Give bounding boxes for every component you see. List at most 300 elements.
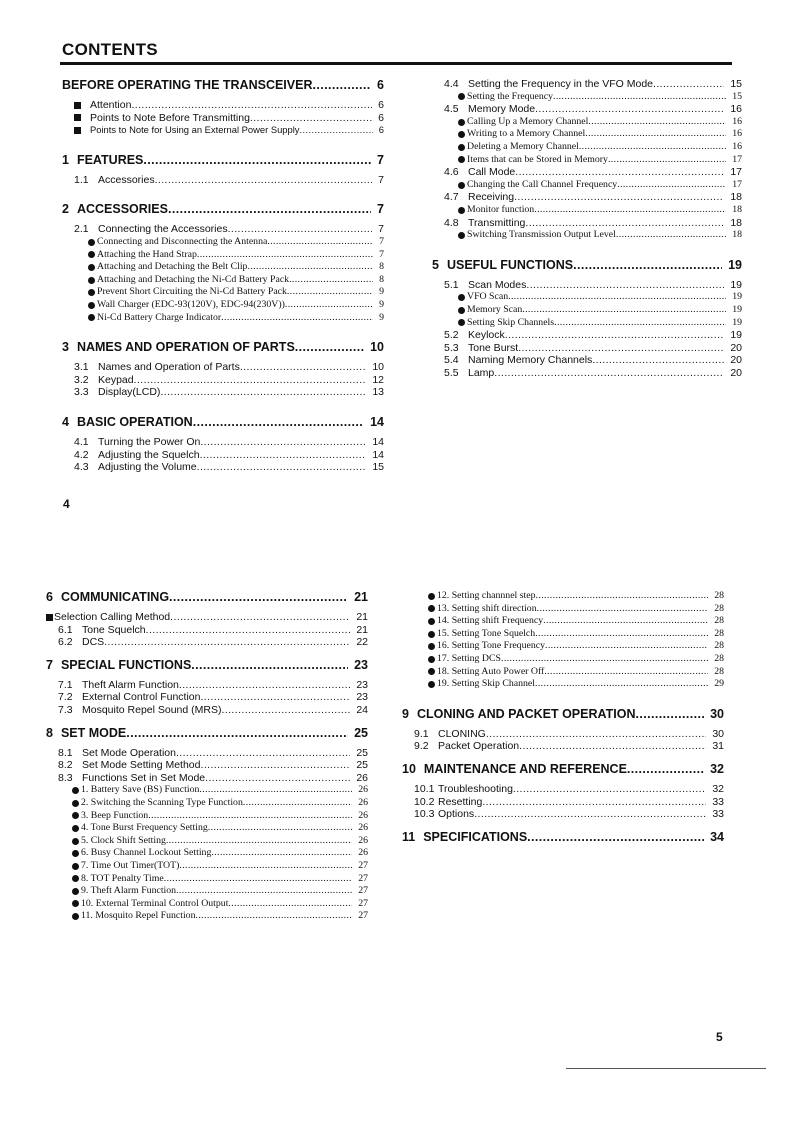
- toc-entry-number: 7.3: [58, 703, 73, 716]
- toc-subsection-entry[interactable]: [46, 691, 368, 704]
- dot-leader: [168, 202, 371, 217]
- toc-entry-title: Adjusting the Squelch: [98, 448, 200, 461]
- toc-subsection-entry[interactable]: [46, 759, 368, 772]
- toc-entry-number: 5.1: [444, 278, 459, 291]
- dot-leader: [155, 174, 373, 187]
- toc-entry-title: SPECIFICATIONS: [423, 829, 528, 844]
- toc-section-entry[interactable]: [62, 153, 384, 168]
- toc-entry-title: Connecting and Disconnecting the Antenna: [97, 235, 268, 247]
- toc-entry-title: Naming Memory Channels: [468, 354, 593, 367]
- toc-item-entry[interactable]: [432, 229, 742, 242]
- round-bullet-icon: [458, 307, 465, 314]
- toc-section-entry[interactable]: [402, 830, 724, 845]
- toc-subsection-entry[interactable]: [432, 329, 742, 342]
- toc-page-number: 28: [714, 590, 724, 601]
- toc-item-entry[interactable]: [432, 154, 742, 167]
- spacer: [402, 691, 724, 707]
- toc-entry-title: VFO Scan: [467, 291, 509, 303]
- toc-entry-number: 9.1: [414, 727, 429, 740]
- toc-entry-title: Lamp: [468, 366, 495, 379]
- toc-page-number: 9: [379, 311, 384, 323]
- toc-subsection-entry[interactable]: [46, 636, 368, 649]
- dot-leader: [505, 329, 725, 342]
- dot-leader: [200, 449, 367, 462]
- dot-leader: [608, 154, 726, 167]
- spacer: [402, 753, 724, 762]
- square-bullet-icon: [74, 102, 81, 109]
- toc-item-entry[interactable]: [46, 847, 368, 860]
- dot-leader: [545, 640, 708, 653]
- dot-leader: [295, 340, 364, 355]
- toc-section-entry[interactable]: [402, 762, 724, 777]
- round-bullet-icon: [72, 838, 79, 845]
- toc-subsection-entry[interactable]: [46, 704, 368, 717]
- dot-leader: [544, 666, 708, 679]
- toc-item-entry[interactable]: [46, 784, 368, 797]
- toc-subsection-entry[interactable]: [62, 386, 384, 399]
- round-bullet-icon: [72, 900, 79, 907]
- dot-leader: [169, 590, 348, 605]
- toc-entry-title: Monitor function: [467, 203, 535, 215]
- toc-subsection-entry[interactable]: [432, 354, 742, 367]
- toc-entry-number: 9.2: [414, 740, 429, 753]
- square-bullet-icon: [74, 114, 81, 121]
- dot-leader: [518, 342, 724, 355]
- toc-page-number: 14: [370, 414, 384, 429]
- dot-leader: [585, 128, 726, 141]
- toc-entry-number: 2.1: [74, 223, 89, 236]
- toc-item-entry[interactable]: [62, 249, 384, 262]
- toc-item-entry[interactable]: [62, 112, 384, 125]
- toc-page-number: 21: [356, 611, 368, 623]
- round-bullet-icon: [458, 156, 465, 163]
- toc-entry-title: Names and Operation of Parts: [98, 361, 240, 374]
- toc-item-entry[interactable]: [402, 666, 724, 679]
- toc-entry-title: Packet Operation: [438, 740, 520, 753]
- dot-leader: [221, 704, 350, 717]
- toc-subsection-entry[interactable]: [432, 342, 742, 355]
- round-bullet-icon: [458, 232, 465, 239]
- toc-entry-title: COMMUNICATING: [60, 590, 170, 604]
- toc-page-number: 18: [730, 216, 742, 229]
- toc-entry-number: 3.3: [74, 386, 89, 399]
- round-bullet-icon: [72, 888, 79, 895]
- toc-subsection-entry[interactable]: [432, 217, 742, 230]
- dot-leader: [482, 796, 706, 809]
- toc-entry-number: 8.3: [58, 771, 73, 784]
- toc-page-number: 16: [732, 140, 742, 152]
- toc-page-number: 26: [358, 796, 368, 808]
- toc-item-entry[interactable]: [432, 204, 742, 217]
- toc-entry-title: 10. External Terminal Control Output: [81, 897, 229, 909]
- toc-page-number: 28: [714, 640, 724, 652]
- toc-page-number: 27: [358, 910, 368, 922]
- dot-leader: [201, 759, 351, 772]
- toc-subsection-entry[interactable]: [62, 174, 384, 187]
- toc-item-entry[interactable]: [62, 299, 384, 312]
- dot-leader: [616, 229, 726, 242]
- page-number-5: 5: [716, 1030, 723, 1044]
- toc-item-entry[interactable]: [46, 797, 368, 810]
- dot-leader: [519, 740, 706, 753]
- toc-entry-title: SET MODE: [60, 725, 127, 740]
- toc-subsection-entry[interactable]: [432, 166, 742, 179]
- square-bullet-icon: [74, 127, 81, 134]
- toc-item-entry[interactable]: [432, 317, 742, 330]
- dot-leader: [228, 898, 352, 911]
- toc-item-entry[interactable]: [432, 304, 742, 317]
- dot-leader: [287, 286, 373, 299]
- toc-subsection-entry[interactable]: [62, 374, 384, 387]
- toc-section-entry[interactable]: [46, 658, 368, 673]
- toc-page-number: 23: [356, 678, 368, 691]
- toc-page-number: 20: [730, 366, 742, 379]
- toc-entry-number: 5: [432, 257, 439, 272]
- dot-leader: [199, 784, 352, 797]
- toc-page-number: 30: [710, 706, 724, 721]
- toc-subsection-entry[interactable]: [402, 808, 724, 821]
- toc-entry-title: Accessories: [98, 173, 155, 186]
- dot-leader: [197, 461, 367, 474]
- dot-leader: [228, 223, 373, 236]
- toc-entry-number: 3: [62, 340, 69, 355]
- round-bullet-icon: [458, 319, 465, 326]
- round-bullet-icon: [458, 93, 465, 100]
- toc-page-number: 13: [372, 386, 384, 399]
- toc-entry-title: 3. Beep Function: [81, 809, 149, 821]
- dot-leader: [508, 291, 726, 304]
- dot-leader: [176, 747, 350, 760]
- dot-leader: [627, 762, 704, 777]
- dot-leader: [197, 249, 373, 262]
- toc-entry-title: FEATURES: [76, 152, 144, 167]
- toc-page-number: 23: [356, 691, 368, 704]
- dot-leader: [148, 810, 352, 823]
- toc-entry-title: Transmitting: [468, 216, 526, 229]
- dot-leader: [170, 611, 350, 624]
- toc-page-number: 19: [730, 278, 742, 291]
- toc-entry-title: Deleting a Memory Channel: [467, 140, 579, 152]
- toc-item-entry[interactable]: [432, 128, 742, 141]
- toc-entry-title: 17. Setting DCS: [437, 652, 501, 664]
- toc-page-number: 26: [356, 771, 368, 784]
- toc-item-entry[interactable]: [432, 179, 742, 192]
- dot-leader: [247, 261, 373, 274]
- toc-subsection-entry[interactable]: [62, 361, 384, 374]
- toc-section-entry[interactable]: [432, 258, 742, 273]
- toc-item-entry[interactable]: [46, 835, 368, 848]
- toc-subsection-entry[interactable]: [402, 783, 724, 796]
- toc-entry-title: Switching Transmission Output Level: [467, 229, 616, 241]
- spacer: [62, 399, 384, 415]
- toc-item-entry[interactable]: [402, 590, 724, 603]
- toc-page-number: 25: [356, 746, 368, 759]
- toc-page-number: 23: [354, 657, 368, 672]
- dot-leader: [537, 603, 709, 616]
- toc-item-entry[interactable]: [62, 124, 384, 137]
- toc-item-entry[interactable]: [402, 603, 724, 616]
- toc-entry-title: Attaching the Hand Strap: [97, 248, 197, 260]
- toc-entry-number: 6.2: [58, 636, 73, 649]
- toc-entry-number: 7: [46, 657, 53, 672]
- dot-leader: [160, 386, 366, 399]
- toc-subsection-entry[interactable]: [62, 461, 384, 474]
- round-bullet-icon: [458, 294, 465, 301]
- toc-entry-title: Scan Modes: [468, 278, 527, 291]
- toc-entry-title: Changing the Call Channel Frequency: [467, 178, 618, 190]
- dot-leader: [534, 204, 726, 217]
- toc-entry-title: Set Mode Setting Method: [82, 759, 201, 772]
- toc-page-number: 18: [732, 203, 742, 215]
- toc-entry-number: 4.3: [74, 461, 89, 474]
- toc-page-number: 21: [354, 590, 368, 604]
- toc-page-number: 32: [712, 782, 724, 795]
- toc-entry-title: 2. Switching the Scanning Type Function: [81, 796, 243, 808]
- toc-page-number: 31: [712, 740, 724, 753]
- toc-subsection-entry[interactable]: [46, 611, 368, 624]
- toc-entry-title: Tone Squelch: [82, 623, 146, 636]
- toc-page-number: 27: [358, 872, 368, 884]
- dot-leader: [474, 808, 706, 821]
- dot-leader: [535, 678, 708, 691]
- round-bullet-icon: [428, 618, 435, 625]
- toc-page-number: 7: [377, 152, 384, 167]
- toc-section-entry[interactable]: [46, 590, 368, 605]
- toc-entry-title: Receiving: [468, 191, 515, 204]
- spacer: [62, 186, 384, 202]
- round-bullet-icon: [88, 264, 95, 271]
- dot-leader: [131, 99, 372, 112]
- toc-page-number: 25: [356, 759, 368, 772]
- toc-entry-title: 5. Clock Shift Setting: [81, 834, 166, 846]
- dot-leader: [134, 374, 367, 387]
- toc-subsection-entry[interactable]: [62, 449, 384, 462]
- toc-entry-title: ACCESSORIES: [76, 202, 168, 217]
- toc-entry-title: CLONING AND PACKET OPERATION: [416, 706, 636, 721]
- spacer: [46, 717, 368, 726]
- toc-section-entry[interactable]: [402, 707, 724, 722]
- toc-entry-title: Options: [438, 808, 475, 821]
- toc-page-number: 10: [372, 361, 384, 374]
- toc-page-number: 24: [356, 703, 368, 716]
- toc-entry-title: NAMES AND OPERATION OF PARTS: [76, 340, 295, 355]
- toc-item-entry[interactable]: [46, 810, 368, 823]
- toc-page-number: 18: [732, 229, 742, 241]
- toc-subsection-entry[interactable]: [432, 279, 742, 292]
- toc-section-entry[interactable]: [62, 202, 384, 217]
- spacer: [62, 137, 384, 153]
- toc-section-entry[interactable]: [46, 726, 368, 741]
- toc-page-number: 7: [379, 248, 384, 260]
- dot-leader: [289, 274, 373, 287]
- round-bullet-icon: [458, 119, 465, 126]
- toc-item-entry[interactable]: [432, 91, 742, 104]
- toc-entry-number: 10: [402, 761, 416, 776]
- toc-page-number: 32: [710, 761, 724, 776]
- toc-subsection-entry[interactable]: [432, 78, 742, 91]
- toc-item-entry[interactable]: [402, 628, 724, 641]
- toc-section-entry[interactable]: [62, 78, 384, 93]
- toc-page-number: 16: [730, 103, 742, 116]
- toc-page-number: 15: [730, 78, 742, 90]
- toc-item-entry[interactable]: [46, 822, 368, 835]
- toc-page-number: 20: [730, 341, 742, 354]
- toc-subsection-entry[interactable]: [46, 624, 368, 637]
- toc-page-number: 19: [728, 257, 742, 272]
- round-bullet-icon: [428, 668, 435, 675]
- dot-leader: [527, 830, 704, 845]
- toc-page-number: 27: [358, 897, 368, 909]
- toc-entry-number: 3.2: [74, 373, 89, 386]
- toc-entry-title: External Control Function: [82, 691, 201, 704]
- toc-page-number: 33: [712, 808, 724, 821]
- dot-leader: [208, 822, 352, 835]
- toc-subsection-entry[interactable]: [432, 191, 742, 204]
- toc-item-entry[interactable]: [46, 898, 368, 911]
- toc-entry-title: 14. Setting shift Frequency: [437, 615, 544, 627]
- toc-item-entry[interactable]: [432, 116, 742, 129]
- dot-leader: [267, 236, 373, 249]
- round-bullet-icon: [72, 875, 79, 882]
- toc-page-number: 7: [378, 223, 384, 236]
- toc-subsection-entry[interactable]: [62, 436, 384, 449]
- dot-leader: [525, 217, 724, 230]
- toc-item-entry[interactable]: [62, 286, 384, 299]
- toc-entry-number: 7.1: [58, 678, 73, 691]
- toc-page-number: 28: [714, 627, 724, 639]
- toc-section-entry[interactable]: [62, 415, 384, 430]
- toc-subsection-entry[interactable]: [432, 103, 742, 116]
- toc-subsection-entry[interactable]: [432, 367, 742, 380]
- toc-entry-title: 15. Setting Tone Squelch: [437, 627, 536, 639]
- dot-leader: [543, 615, 708, 628]
- toc-item-entry[interactable]: [432, 291, 742, 304]
- toc-entry-title: 12. Setting channnel step: [437, 590, 536, 601]
- toc-page-number: 30: [712, 727, 724, 740]
- toc-entry-title: BEFORE OPERATING THE TRANSCEIVER: [62, 78, 313, 92]
- toc-page-number: 16: [732, 115, 742, 127]
- toc-page-number: 26: [358, 834, 368, 846]
- toc-entry-title: Setting the Frequency in the VFO Mode: [468, 78, 654, 90]
- toc-page-number: 17: [732, 153, 742, 165]
- toc-entry-number: 4.1: [74, 435, 89, 448]
- toc-entry-title: Attaching and Detaching the Belt Clip: [97, 261, 248, 273]
- dot-leader: [195, 910, 352, 923]
- toc-item-entry[interactable]: [46, 873, 368, 886]
- toc-entry-title: USEFUL FUNCTIONS: [446, 257, 574, 272]
- toc-page-number: 7: [377, 202, 384, 217]
- toc-entry-number: 11: [402, 829, 416, 844]
- dot-leader: [179, 860, 352, 873]
- dot-leader: [146, 624, 351, 637]
- toc-item-entry[interactable]: [62, 99, 384, 112]
- toc-item-entry[interactable]: [62, 312, 384, 325]
- toc-item-entry[interactable]: [432, 141, 742, 154]
- toc-entry-number: 7.2: [58, 691, 73, 704]
- toc-page-number: 16: [732, 128, 742, 140]
- toc-entry-title: SPECIAL FUNCTIONS: [60, 657, 192, 672]
- toc-entry-title: Troubleshooting: [438, 782, 513, 795]
- toc-entry-title: 19. Setting Skip Channel: [437, 678, 535, 690]
- toc-page-number: 26: [358, 784, 368, 796]
- dot-leader: [494, 367, 724, 380]
- toc-subsection-entry[interactable]: [402, 728, 724, 741]
- toc-entry-title: Theft Alarm Function: [82, 678, 179, 691]
- toc-item-entry[interactable]: [46, 885, 368, 898]
- toc-entry-title: DCS: [82, 636, 105, 649]
- toc-page-number: 7: [378, 173, 384, 186]
- round-bullet-icon: [428, 593, 435, 600]
- dot-leader: [191, 658, 348, 673]
- spacer: [432, 242, 742, 258]
- toc-entry-number: 5.5: [444, 366, 459, 379]
- dot-leader: [588, 116, 726, 129]
- toc-entry-title: MAINTENANCE AND REFERENCE: [423, 761, 627, 776]
- dot-leader: [635, 707, 704, 722]
- toc-item-entry[interactable]: [402, 678, 724, 691]
- toc-entry-number: 4: [62, 414, 69, 429]
- toc-page-number: 18: [730, 191, 742, 204]
- toc-entry-title: 8. TOT Penalty Time: [81, 872, 164, 884]
- toc-page-number: 28: [714, 652, 724, 664]
- toc-entry-number: 10.2: [414, 795, 435, 808]
- toc-page-number: 19: [730, 329, 742, 342]
- round-bullet-icon: [88, 239, 95, 246]
- toc-item-entry[interactable]: [402, 640, 724, 653]
- dot-leader: [536, 590, 709, 603]
- toc-page-number: 7: [379, 235, 384, 247]
- toc-item-entry[interactable]: [62, 274, 384, 287]
- round-bullet-icon: [88, 289, 95, 296]
- dot-leader: [243, 797, 352, 810]
- toc-section-entry[interactable]: [62, 340, 384, 355]
- toc-page-number: 6: [378, 99, 384, 111]
- toc-subsection-entry[interactable]: [46, 679, 368, 692]
- toc-entry-title: CLONING: [438, 727, 486, 740]
- toc-page-number: 17: [730, 166, 742, 179]
- toc-item-entry[interactable]: [46, 860, 368, 873]
- toc-entry-title: Keylock: [468, 329, 505, 342]
- page-number-4: 4: [63, 497, 70, 511]
- toc-subsection-entry[interactable]: [46, 747, 368, 760]
- dot-leader: [200, 691, 350, 704]
- toc-subsection-entry[interactable]: [402, 796, 724, 809]
- toc-entry-number: 8.2: [58, 759, 73, 772]
- toc-entry-title: Set Mode Operation: [82, 746, 176, 759]
- toc-entry-number: 6.1: [58, 623, 73, 636]
- toc-page-number: 26: [358, 847, 368, 859]
- toc-item-entry[interactable]: [402, 615, 724, 628]
- dot-leader: [554, 317, 726, 330]
- toc-item-entry[interactable]: [402, 653, 724, 666]
- toc-subsection-entry[interactable]: [46, 772, 368, 785]
- dot-leader: [653, 78, 724, 91]
- toc-item-entry[interactable]: [62, 236, 384, 249]
- toc-entry-title: Ni-Cd Battery Charge Indicator: [97, 311, 222, 323]
- toc-entry-number: 5.4: [444, 354, 459, 367]
- toc-page-number: 19: [732, 316, 742, 328]
- round-bullet-icon: [72, 850, 79, 857]
- toc-item-entry[interactable]: [62, 261, 384, 274]
- dot-leader: [126, 726, 348, 741]
- toc-subsection-entry[interactable]: [402, 740, 724, 753]
- toc-page-number: 28: [714, 665, 724, 677]
- toc-entry-number: 9: [402, 706, 409, 721]
- toc-page-number: 6: [378, 111, 384, 124]
- toc-entry-title: 11. Mosquito Repel Function: [81, 910, 196, 922]
- toc-subsection-entry[interactable]: [62, 223, 384, 236]
- toc-item-entry[interactable]: [46, 910, 368, 923]
